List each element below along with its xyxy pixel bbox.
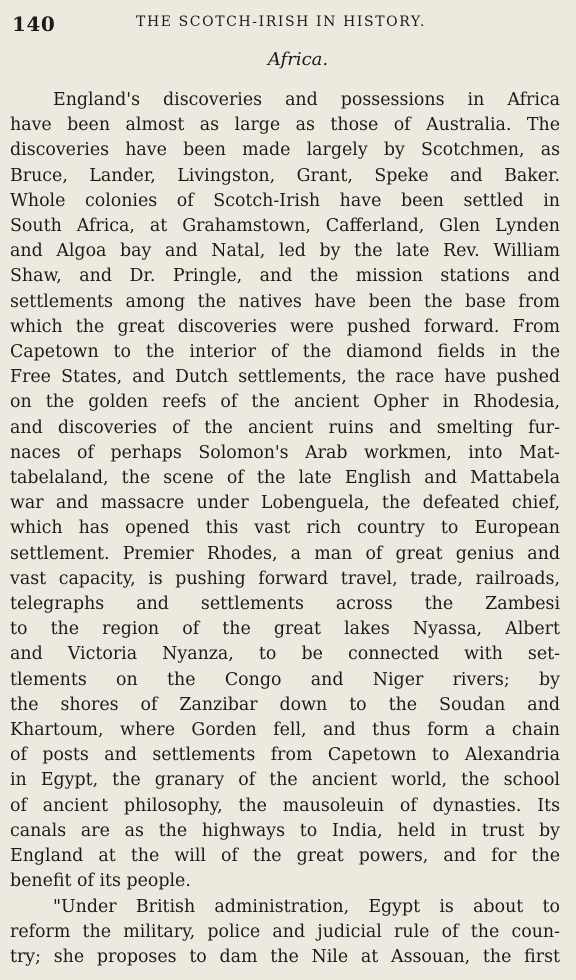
text-line: Free States, and Dutch settlements, the race have pushed	[10, 367, 560, 388]
text-line: Shaw, and Dr. Pringle, and the mission stations and	[10, 266, 560, 287]
text-line: to the region of the great lakes Nyassa, Albert	[10, 619, 560, 640]
text-line: England's discoveries and possessions in Africa	[53, 90, 560, 110]
text-line: and discoveries of the ancient ruins and smelting fur-	[10, 417, 560, 438]
text-line: settlements among the natives have been the base from	[10, 291, 560, 312]
text-line: Capetown to the interior of the diamond fields in the	[10, 342, 560, 363]
text-line: vast capacity, is pushing forward travel, trade, railroads,	[10, 568, 560, 589]
text-line: South Africa, at Grahamstown, Cafferland, Glen Lynden	[10, 216, 560, 237]
text-line: Khartoum, where Gorden fell, and thus form a chain	[10, 720, 560, 741]
text-line: settlement. Premier Rhodes, a man of great genius and	[10, 543, 560, 564]
body-text	[10, 88, 560, 970]
section-heading: Africa.	[267, 49, 329, 70]
text-line: reform the military, police and judicial rule of the coun-	[10, 921, 560, 942]
text-line: war and massacre under Lobenguela, the defeated chief,	[10, 493, 560, 514]
text-line: canals are as the highways to India, held in trust by	[10, 820, 560, 841]
text-line: try; she proposes to dam the Nile at Assouan, the first	[10, 946, 560, 967]
text-line: on the golden reefs of the ancient Opher in Rhodesia,	[10, 392, 560, 413]
running-title: THE SCOTCH-IRISH IN HISTORY.	[136, 14, 427, 30]
text-line: and Algoa bay and Natal, led by the late Rev. William	[10, 241, 560, 262]
text-line: have been almost as large as those of Australia. The	[10, 115, 560, 136]
running-header	[10, 0, 560, 34]
text-line: of posts and settlements from Capetown to Alexandria	[10, 745, 560, 766]
text-line: the shores of Zanzibar down to the Soudan and	[10, 694, 560, 715]
text-line: Whole colonies of Scotch-Irish have been settled in	[10, 190, 560, 211]
text-line: which the great discoveries were pushed forward. From	[10, 316, 560, 337]
text-line: telegraphs and settlements across the Zambesi	[10, 594, 560, 615]
text-line: in Egypt, the granary of the ancient world, the school	[10, 770, 560, 791]
text-line: and Victoria Nyanza, to be connected with set-	[10, 644, 560, 665]
text-line: which has opened this vast rich country to European	[10, 518, 560, 539]
text-line: benefit of its people.	[10, 871, 191, 892]
text-line: "Under British administration, Egypt is about to	[53, 896, 560, 917]
text-line: of ancient philosophy, the mausoleuin of dynasties. Its	[10, 795, 560, 816]
text-line: Bruce, Lander, Livingston, Grant, Speke and Baker.	[10, 165, 560, 186]
text-line: tabelaland, the scene of the late English and Mattabela	[10, 468, 560, 489]
text-line: England at the will of the great powers, and for the	[10, 846, 560, 867]
text-line: tlements on the Congo and Niger rivers; by	[10, 669, 560, 690]
page-number: 140	[12, 12, 56, 36]
text-line: discoveries have been made largely by Scotchmen, as	[10, 140, 560, 161]
text-line: naces of perhaps Solomon's Arab workmen, into Mat-	[10, 442, 560, 463]
